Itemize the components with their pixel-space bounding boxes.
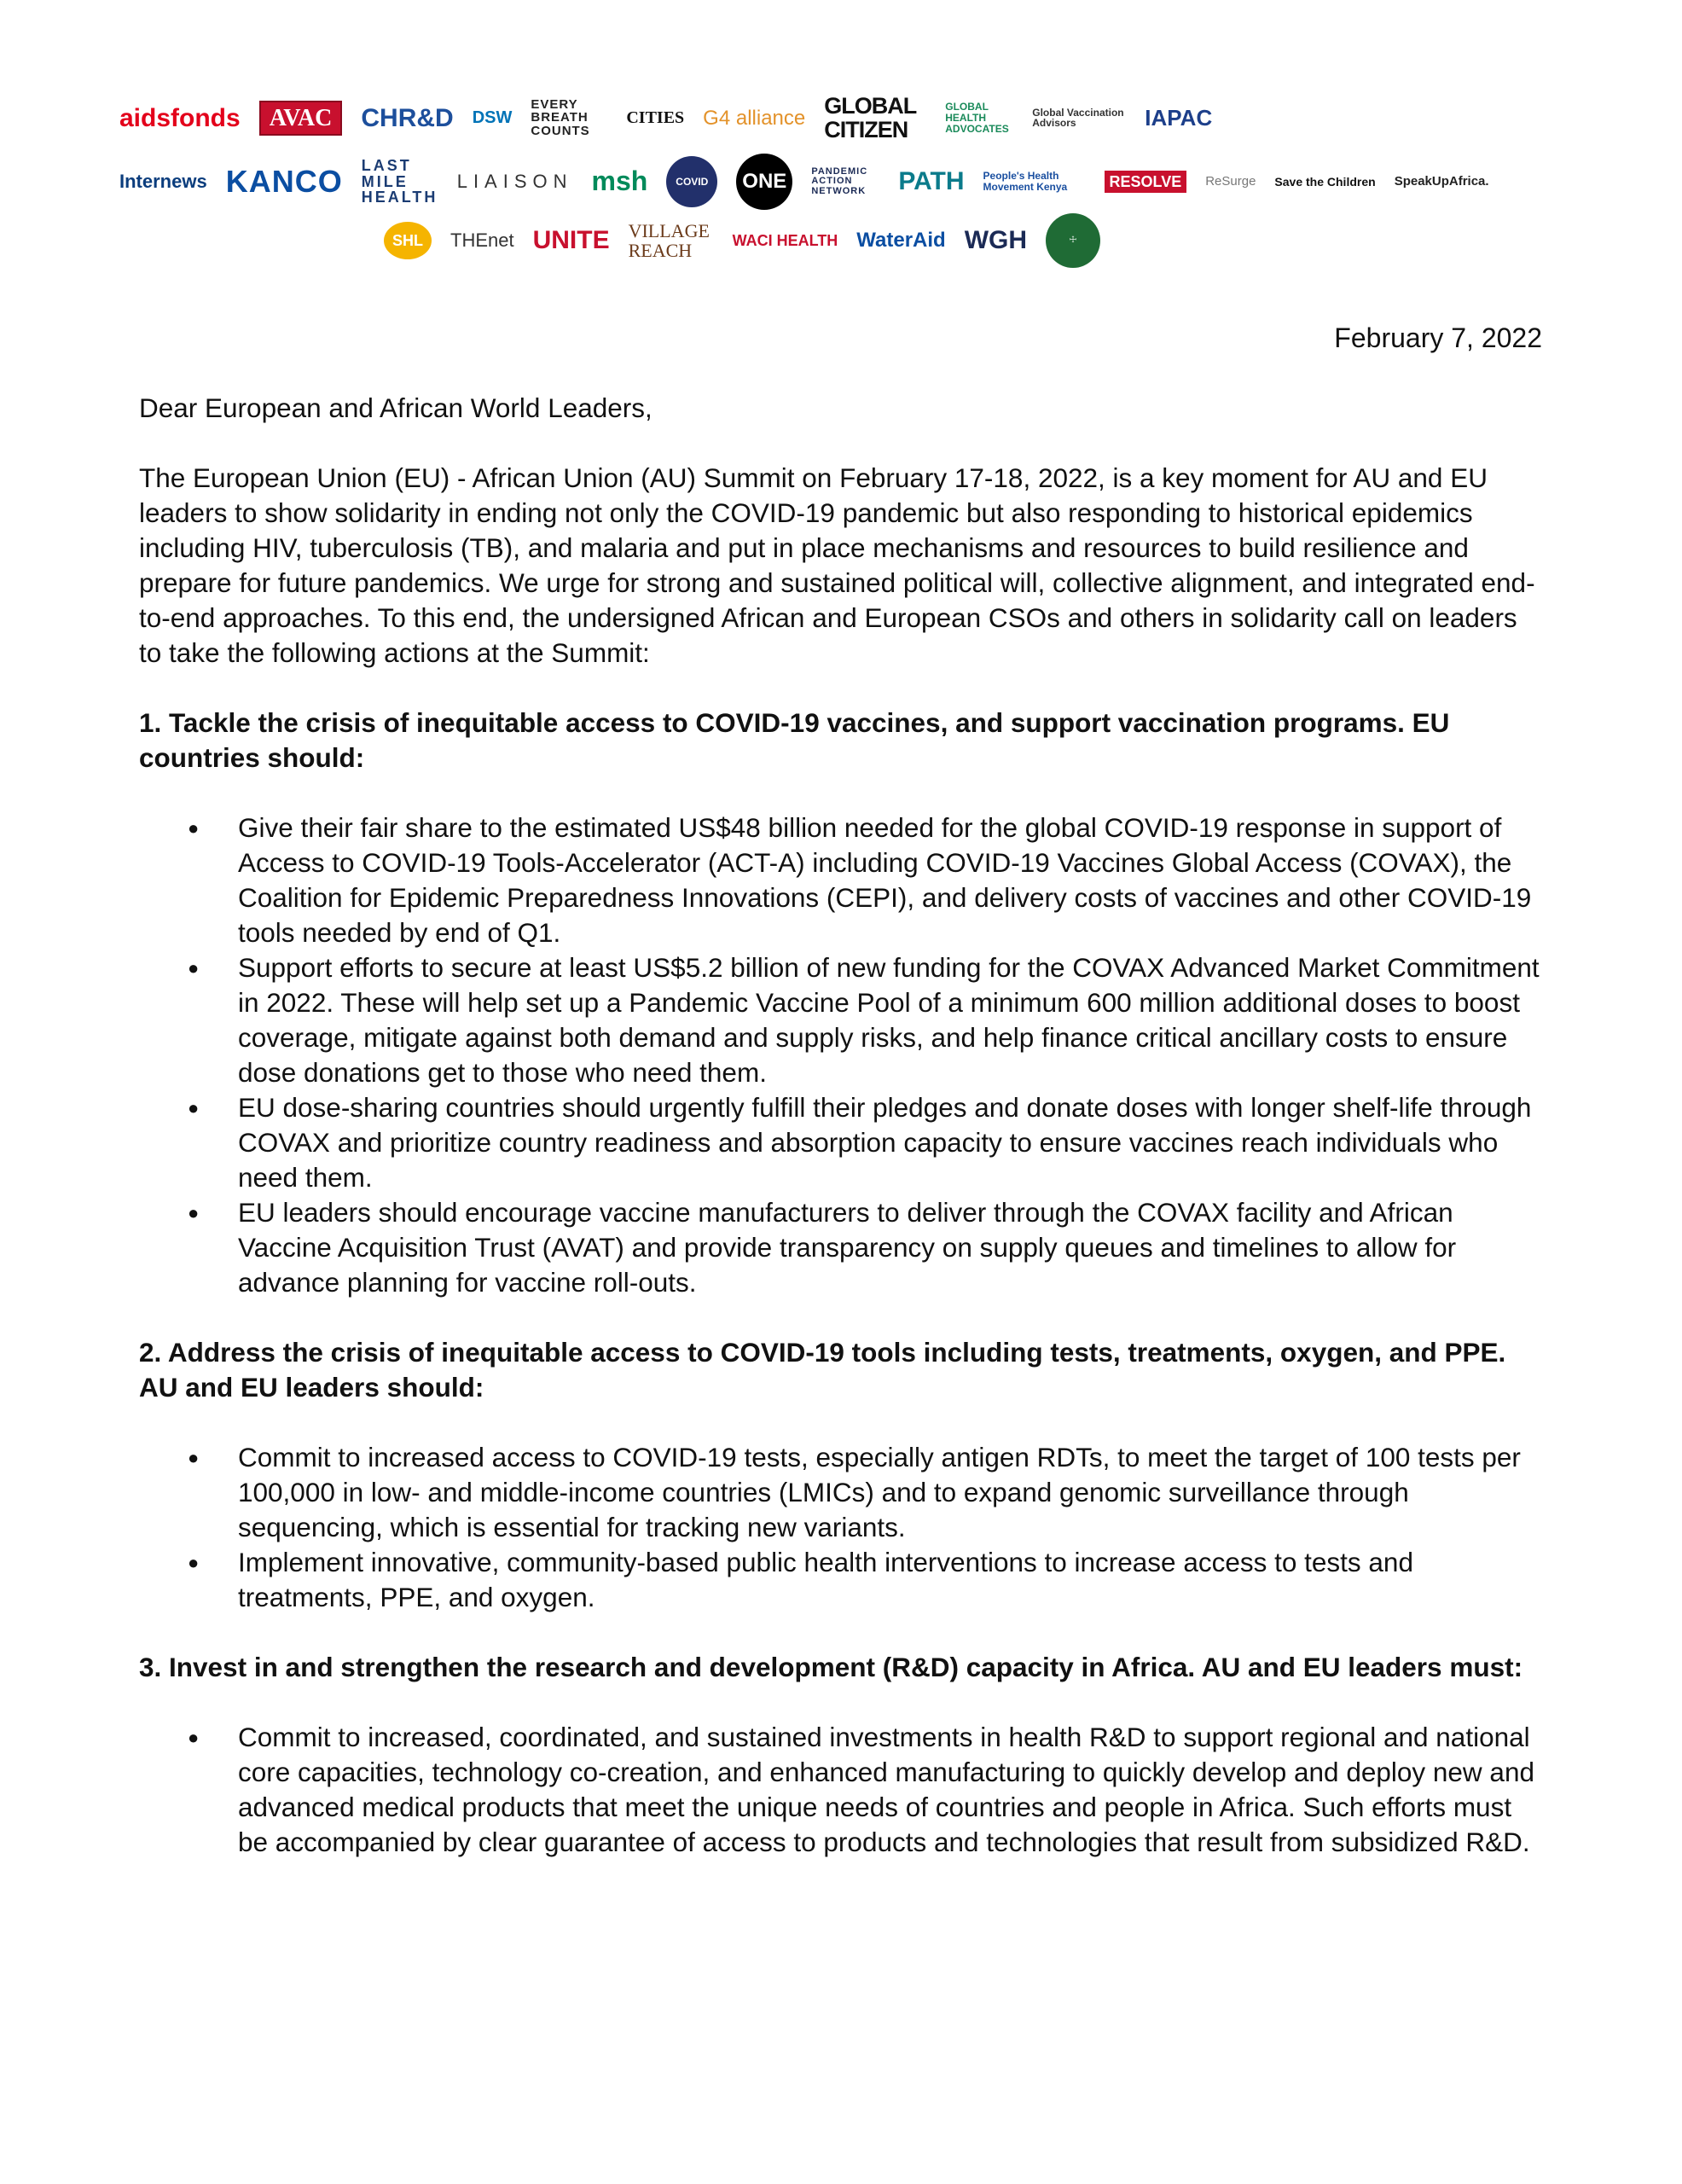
iapac-logo: IAPAC [1145, 104, 1213, 131]
logo-row-2 [119, 154, 1508, 210]
shl-logo: SHL [384, 222, 432, 259]
section-2-list [139, 1440, 1546, 1615]
unite-logo: UNITE [532, 226, 610, 255]
wgh-logo: WGH [964, 226, 1028, 255]
signatory-logos-banner [111, 81, 1578, 286]
association-seal-logo: ☩ [1046, 213, 1100, 268]
thenet-logo: THEnet [450, 229, 514, 252]
avac-logo: AVAC [259, 101, 343, 136]
kanco-logo: KANCO [225, 164, 343, 200]
section-2-heading: 2. Address the crisis of inequitable access to COVID-19 tools including tests, treatments, oxygen, and PPE. AU and EU leaders should: [139, 1337, 1506, 1403]
pandemic-action-network-logo: PANDEMIC ACTION NETWORK [811, 166, 868, 196]
global-vaccination-advisors-logo: Global Vaccination Advisors [1032, 106, 1124, 130]
list-item: ● EU leaders should encourage vaccine manufacturers to deliver through the COVAX facility and African Vaccine Acquisition Trust (AVAT) and provide transparency on supply queues and timelines to allow for advance planning for vaccine roll-outs. [238, 1195, 1546, 1300]
covid-badge-logo: COVID [666, 156, 717, 207]
letter-body [139, 391, 1546, 1895]
resurge-logo: ReSurge [1205, 174, 1256, 189]
g4-alliance-logo: G4 alliance [703, 106, 806, 130]
msh-logo: msh [591, 166, 648, 197]
dsw-logo: DSW [472, 107, 513, 127]
global-citizen-logo: GLOBAL CITIZEN [824, 93, 916, 143]
global-health-advocates-logo: GLOBAL HEALTH ADVOCATES [945, 101, 1009, 135]
list-item: ● Commit to increased, coordinated, and sustained investments in health R&D to support regional and national core capacities, technology co-creation, and enhanced manufacturing to quickly develop and deploy new and advanced medical products that meet the unique needs of countries and people in Africa. Such efforts must be accompanied by clear guarantee of access to products and technologies that result from subsidized R&D. [238, 1720, 1546, 1860]
one-logo: ONE [736, 154, 792, 210]
list-item: ● Commit to increased access to COVID-19 tests, especially antigen RDTs, to meet the target of 100 tests per 100,000 in low- and middle-income countries (LMICs) and to expand genomic surveillance through sequencing, which is essential for tracking new variants. [238, 1440, 1546, 1545]
every-breath-counts-logo: EVERY BREATH COUNTS [531, 96, 590, 139]
list-item: ● Support efforts to secure at least US$5.2 billion of new funding for the COVAX Advanced Market Commitment in 2022. These will help set up a Pandemic Vaccine Pool of a minimum 600 million additional doses to boost coverage, mitigate against both demand and supply risks, and help finance critical ancillary costs to ensure dose donations get to those who need them. [238, 950, 1546, 1090]
logo-row-3 [384, 213, 1119, 268]
aidsfonds-logo: aidsfonds [119, 103, 241, 132]
section-1-heading: 1. Tackle the crisis of inequitable access to COVID-19 vaccines, and support vaccination programs. EU countries should: [139, 707, 1450, 773]
letter-date: February 7, 2022 [1334, 322, 1542, 353]
village-reach-logo: VILLAGE REACH [628, 219, 710, 261]
speak-up-africa-logo: SpeakUpAfrica. [1394, 174, 1489, 189]
chrd-logo: CHR&D [361, 103, 454, 132]
salutation: Dear European and African World Leaders, [139, 392, 652, 423]
peoples-health-movement-logo: People's Health Movement Kenya [983, 170, 1068, 193]
fast-track-cities-logo: CITIES [626, 107, 685, 127]
list-item: ● EU dose-sharing countries should urgently fulfill their pledges and donate doses with longer shelf-life through COVAX and prioritize country readiness and absorption capacity to ensure vaccines reach individuals who need them. [238, 1090, 1546, 1195]
last-mile-health-logo: LAST MILE HEALTH [361, 156, 438, 206]
section-3-heading: 3. Invest in and strengthen the research and development (R&D) capacity in Africa. AU and EU leaders must: [139, 1652, 1523, 1682]
save-the-children-logo: Save the Children [1274, 174, 1376, 189]
liaison-logo: LIAISON [456, 171, 573, 193]
logo-row-1 [119, 94, 1231, 142]
section-3-list [139, 1720, 1546, 1860]
path-logo: PATH [898, 167, 965, 196]
intro-paragraph: The European Union (EU) - African Union (AU) Summit on February 17-18, 2022, is a key moment for AU and EU leaders to show solidarity in ending not only the COVID-19 pandemic but also responding to historical epidemics including HIV, tuberculosis (TB), and malaria and put in place mechanisms and resources to build resilience and prepare for future pandemics. We urge for strong and sustained political will, collective alignment, and integrated end-to-end approaches. To this end, the undersigned African and European CSOs and others in solidarity call on leaders to take the following actions at the Summit: [139, 462, 1535, 668]
list-item: ● Give their fair share to the estimated US$48 billion needed for the global COVID-19 response in support of Access to COVID-19 Tools-Accelerator (ACT-A) including COVID-19 Vaccines Global Access (COVAX), the Coalition for Epidemic Preparedness Innovations (CEPI), and delivery costs of vaccines and other COVID-19 tools needed by end of Q1. [238, 810, 1546, 950]
waci-health-logo: WACI HEALTH [732, 231, 838, 249]
section-1-list [139, 810, 1546, 1300]
resolve-logo: RESOLVE [1105, 171, 1187, 194]
list-item: ● Implement innovative, community-based public health interventions to increase access to tests and treatments, PPE, and oxygen. [238, 1545, 1546, 1615]
wateraid-logo: WaterAid [856, 229, 946, 253]
internews-logo: Internews [119, 171, 207, 193]
